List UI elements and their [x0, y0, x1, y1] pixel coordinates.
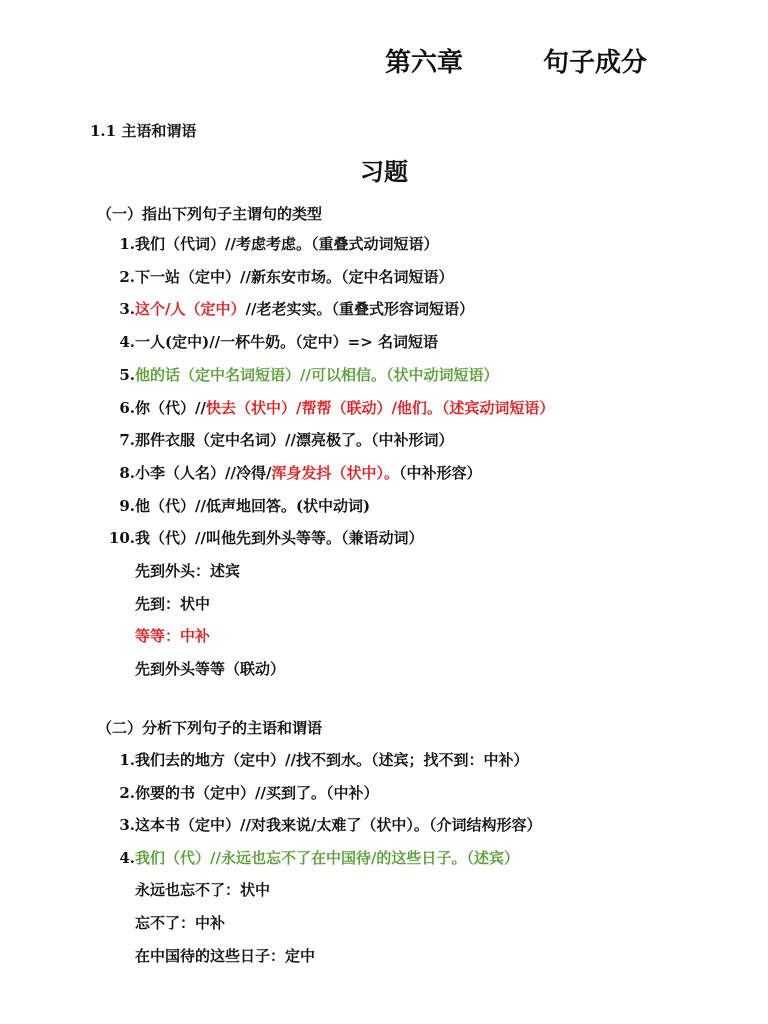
item-text: 浑身发抖（状中）。	[271, 463, 399, 482]
chapter-number: 第六章	[385, 48, 464, 78]
item-text: 我（代）//叫他先到外头等等。（兼语动词）	[135, 529, 424, 548]
item-number: 9.	[119, 496, 135, 515]
item-text: 你要的书（定中）//买到了。（中补）	[135, 783, 379, 802]
part2-title: （二）分析下列句子的主语和谓语	[97, 719, 323, 737]
item-text: 这本书（定中）//对我来说/太难了（状中）。（介词结构形容）	[135, 816, 542, 835]
item-text: 快去（状中）/帮帮（联动）/他们。（述宾动词短语）	[205, 398, 555, 417]
part2-item-1	[119, 749, 528, 770]
item-text: 小李（人名）//冷得/	[135, 463, 272, 482]
item-number: 4.	[119, 333, 135, 352]
item-text: 我们（代词）//考虑考虑。（重叠式动词短语）	[135, 235, 439, 253]
item-number: 1.	[119, 235, 135, 253]
item-text: 这个/人（定中）	[135, 300, 246, 319]
exercises-title: 习题	[360, 157, 408, 186]
part1-item-4	[119, 331, 438, 352]
part1-note-4: 先到外头等等（联动）	[135, 660, 286, 679]
section-heading: 1.1 主语和谓语	[90, 122, 197, 140]
item-number: 2.	[119, 783, 135, 802]
item-text: 我们去的地方（定中）//找不到水。（述宾；找不到：中补）	[135, 751, 529, 769]
part2-item-4	[119, 847, 519, 868]
part2-item-3	[119, 814, 541, 835]
item-number: 5.	[119, 365, 135, 384]
part2-note-2: 忘不了：中补	[135, 914, 226, 932]
item-number: 4.	[119, 848, 135, 867]
item-text: 那件衣服（定中名词）//漂亮极了。（中补形词）	[135, 431, 454, 450]
part1-item-2	[119, 266, 453, 287]
part1-item-3	[119, 298, 474, 319]
item-number: 3.	[119, 300, 135, 319]
item-text: 你（代）//	[135, 398, 206, 417]
item-text: //老老实实。（重叠式形容词短语）	[245, 300, 474, 319]
item-text: 下一站（定中）//新东安市场。（定中名词短语）	[135, 267, 454, 286]
item-number: 1.	[119, 751, 135, 769]
part1-note-2: 先到：状中	[135, 594, 211, 613]
item-text: 他的话（定中名词短语）//可以相信。（状中动词短语）	[135, 365, 499, 384]
item-number: 8.	[119, 463, 135, 482]
item-text: （中补形容）	[398, 463, 482, 482]
part1-item-7	[119, 429, 453, 450]
part1-title: （一）指出下列句子主谓句的类型	[97, 205, 323, 223]
part1-item-6	[119, 397, 554, 418]
part1-item-1	[119, 233, 438, 254]
item-number: 3.	[119, 816, 135, 835]
item-text: 他（代）//低声地回答。(状中动词)	[135, 496, 371, 515]
item-number: 2.	[119, 267, 135, 286]
part1-note-3: 等等：中补	[135, 627, 211, 646]
item-text: 一人(定中)//一杯牛奶。（定中）=> 名词短语	[135, 333, 439, 352]
item-number: 7.	[119, 431, 135, 450]
part1-item-10	[109, 527, 424, 548]
part1-item-8	[119, 462, 481, 483]
item-number: 10.	[108, 529, 135, 548]
item-number: 6.	[119, 398, 135, 417]
item-text: 我们（代）//永远也忘不了在中国待/的这些日子。（述宾）	[135, 848, 519, 867]
part1-item-5	[119, 364, 498, 385]
chapter-title: 句子成分	[543, 48, 648, 78]
part1-note-1: 先到外头：述宾	[135, 562, 241, 580]
part2-note-3: 在中国待的这些日子：定中	[135, 946, 316, 965]
part1-item-9	[119, 495, 370, 516]
part2-note-1: 永远也忘不了：状中	[135, 881, 271, 900]
part2-item-2	[119, 782, 378, 803]
